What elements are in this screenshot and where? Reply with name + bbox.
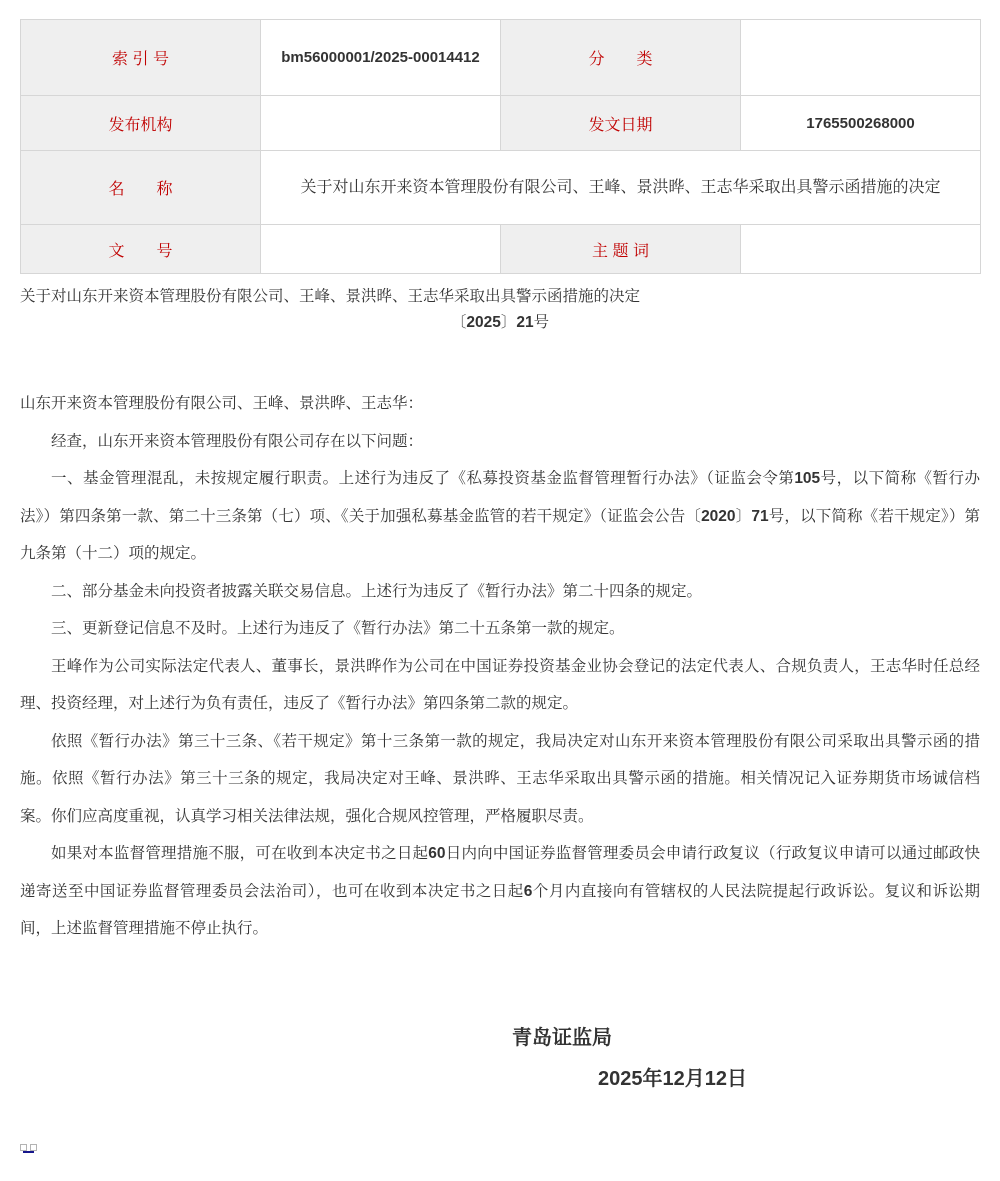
text-segment: 〔 (450, 314, 467, 331)
category-label: 分 类 (501, 20, 741, 96)
metadata-table (20, 19, 981, 274)
text-segment: 山东开来资本管理股份有限公司、王峰、景洪晔、王志华： (20, 395, 424, 412)
body-paragraph (20, 723, 980, 836)
body-paragraph (20, 835, 980, 948)
subject-words-label: 主 题 词 (501, 225, 741, 274)
issue-date-label: 发文日期 (501, 96, 741, 151)
text-segment: 号 (533, 314, 550, 331)
body-paragraph (20, 423, 980, 461)
broken-image-icon[interactable] (20, 1144, 40, 1156)
index-number-label: 索 引 号 (21, 20, 261, 96)
text-segment: 个月内直接向有管辖权的人民法院提起行政诉讼。复议和诉讼期间，上述监督管理措施不停止执行。 (20, 882, 980, 937)
index-number-value: bm56000001/2025-00014412 (261, 20, 501, 96)
text-segment: 王峰作为公司实际法定代表人、董事长，景洪晔作为公司在中国证券投资基金业协会登记的法定代表人、合规负责人，王志华时任总经理、投资经理，对上述行为负有责任，违反了《暂行办法》第四条第二款的规定。 (20, 657, 980, 712)
text-segment: 依照《暂行办法》第三十三条、《若干规定》第十三条第一款的规定，我局决定对山东开来资本管理股份有限公司采取出具警示函的措施。依照《暂行办法》第三十三条的规定，我局决定对王峰、景洪晔、王志华采取出具警示函的措施。相关情况记入证券期货市场诚信档案。你们应高度重视，认真学习相关法律法规，强化合规风控管理，严格履职尽责。 (20, 732, 980, 825)
text-segment: 日内向中国证券监督管理委员会申请行政复议（行政复议申请可以通过邮政快递寄送至中国证券监督管理委员会法治司），也可在收到本决定书之日起 (20, 845, 980, 900)
document-number-value (261, 225, 501, 274)
issuing-agency-value (261, 96, 501, 151)
signature-date (598, 1065, 1000, 1093)
text-segment: 三、更新登记信息不及时。上述行为违反了《暂行办法》第二十五条第一款的规定。 (51, 620, 625, 637)
issue-date-value: 1765500268000 (741, 96, 981, 151)
table-row (21, 225, 981, 274)
broken-image-underscore (23, 1151, 34, 1153)
body-paragraph (20, 385, 980, 423)
table-row (21, 151, 981, 225)
issuing-agency-label: 发布机构 (21, 96, 261, 151)
name-label: 名 称 (21, 151, 261, 225)
text-segment: 〕 (500, 314, 517, 331)
body-paragraph (20, 610, 980, 648)
subject-words-value (741, 225, 981, 274)
agency-signature: 青岛证监局 (512, 1026, 612, 1049)
document-number (20, 310, 980, 336)
bold-number-text: 21 (516, 314, 534, 331)
body-paragraph (20, 460, 980, 573)
bold-number-text: 12 (704, 1067, 727, 1090)
text-segment: 号，以下简称《暂行办法》）第四条第一款、第二十三条第（七）项、《关于加强私募基金监管的若干规定》（证监会公告〔 (20, 470, 980, 525)
table-row (21, 20, 981, 96)
text-segment: 如果对本监督管理措施不服，可在收到本决定书之日起 (51, 845, 429, 862)
broken-image-square (20, 1144, 27, 1151)
bold-number-text: 月 (684, 1067, 705, 1090)
document-body (20, 385, 980, 948)
body-paragraph (20, 648, 980, 723)
bold-number-text: 12 (662, 1067, 685, 1090)
body-paragraph (20, 573, 980, 611)
text-segment: 经查，山东开来资本管理股份有限公司存在以下问题： (51, 432, 424, 450)
text-segment: 二、部分基金未向投资者披露关联交易信息。上述行为违反了《暂行办法》第二十四条的规定。 (51, 582, 703, 600)
bold-number-text: 2025 (466, 314, 501, 331)
bold-number-text: 60 (428, 845, 446, 862)
text-segment: 〕 (735, 507, 752, 525)
text-segment: 一、基金管理混乱，未按规定履行职责。上述行为违反了《私募投资基金监督管理暂行办法》（证监会令第 (51, 470, 795, 487)
bold-number-text: 105 (794, 470, 821, 487)
bold-number-text: 年 (642, 1067, 663, 1090)
bold-number-text: 6 (523, 882, 533, 900)
bold-number-text: 2020 (701, 507, 736, 525)
document-number-label: 文 号 (21, 225, 261, 274)
category-value (741, 20, 981, 96)
bold-number-text: 71 (751, 507, 769, 525)
bold-number-text: 2025 (598, 1067, 643, 1090)
bold-number-text: 日 (727, 1067, 747, 1090)
table-row (21, 96, 981, 151)
name-value: 关于对山东开来资本管理股份有限公司、王峰、景洪晔、王志华采取出具警示函措施的决定 (261, 151, 981, 225)
text-segment: 号，以下简称《若干规定》）第九条第（十二）项的规定。 (20, 507, 980, 562)
broken-image-square (30, 1144, 37, 1151)
document-title: 关于对山东开来资本管理股份有限公司、王峰、景洪晔、王志华采取出具警示函措施的决定 (20, 288, 641, 305)
